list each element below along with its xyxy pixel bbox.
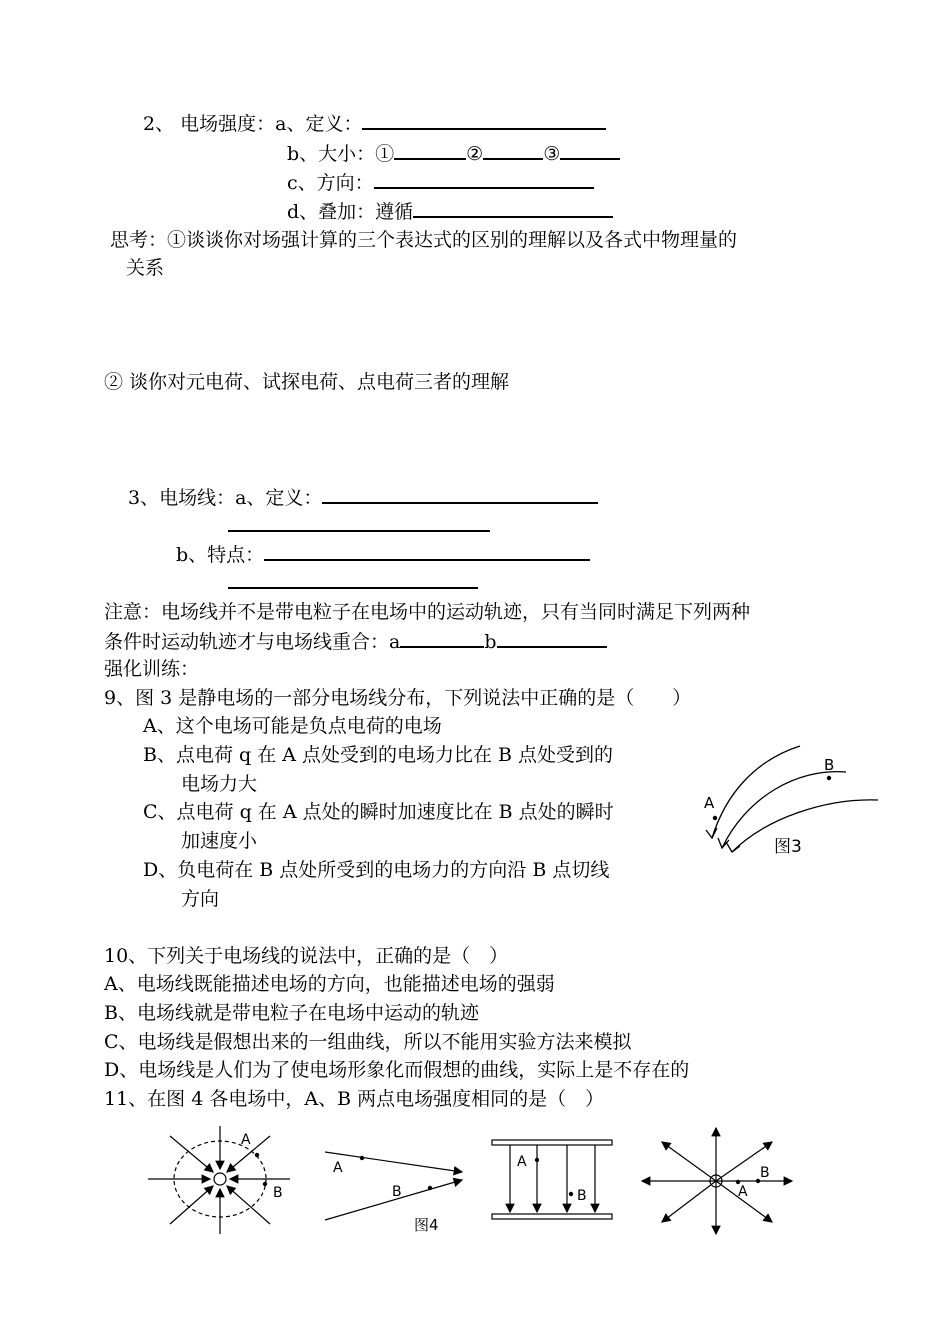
- note-line-2: [104, 628, 607, 655]
- panel-4-label-a: A: [738, 1184, 748, 1200]
- section-2-definition: [143, 110, 606, 137]
- bottom-plate: [492, 1214, 612, 1219]
- top-plate: [492, 1140, 612, 1145]
- panel-4: [642, 1128, 792, 1234]
- point-b-dot: [827, 776, 831, 780]
- panel-1-label-b: B: [273, 1185, 283, 1201]
- size-label: b、大小：①: [287, 143, 395, 165]
- field-line-1: [712, 746, 800, 838]
- features-label: b、特点：: [176, 544, 265, 566]
- note-b-label: b: [484, 631, 497, 653]
- panel-1: [148, 1126, 290, 1234]
- point-a-label: A: [704, 794, 715, 812]
- figure-3: [696, 738, 886, 860]
- direction-blank[interactable]: [374, 169, 594, 189]
- central-charge: [214, 1173, 226, 1185]
- figure-4: [140, 1122, 810, 1242]
- section-3-features: [176, 541, 590, 568]
- field-line-def-continued: [228, 512, 490, 539]
- panel-1-point-a: [255, 1153, 259, 1157]
- think-line-1: 思考：①谈谈你对场强计算的三个表达式的区别的理解以及各式中物理量的: [110, 229, 738, 251]
- field-line-def-blank[interactable]: [322, 484, 598, 504]
- panel-2-point-a: [360, 1156, 364, 1160]
- point-b-label: B: [824, 756, 835, 774]
- superpose-label: d、叠加：遵循: [287, 201, 414, 223]
- field-line-def-blank-2[interactable]: [228, 512, 490, 532]
- figure-3-label: 图3: [774, 837, 802, 857]
- q9-option-b[interactable]: B、点电荷 q 在 A 点处受到的电场力比在 B 点处受到的: [143, 744, 614, 766]
- q9-option-c-cont: 加速度小: [181, 830, 258, 852]
- q9-option-d[interactable]: D、负电荷在 B 点处所受到的电场力的方向沿 B 点切线: [143, 859, 610, 881]
- size-blank-2[interactable]: [483, 140, 543, 160]
- q9-option-b-cont: 电场力大: [181, 773, 258, 795]
- section-2-size: [287, 140, 620, 167]
- q9-option-c[interactable]: C、点电荷 q 在 A 点处的瞬时加速度比在 B 点处的瞬时: [143, 801, 614, 823]
- practice-heading: 强化训练：: [104, 658, 200, 680]
- q11-stem: 11、在图 4 各电场中，A、B 两点电场强度相同的是（ ）: [104, 1088, 605, 1110]
- direction-label: c、方向：: [287, 172, 374, 194]
- q9-stem: 9、图 3 是静电场的一部分电场线分布，下列说法中正确的是（ ）: [104, 687, 692, 709]
- features-blank-2[interactable]: [228, 569, 478, 589]
- panel-3-point-b: [569, 1192, 573, 1196]
- section-2-direction: [287, 169, 594, 196]
- panel-2-label-b: B: [392, 1184, 402, 1200]
- panel-2-label-a: A: [333, 1160, 343, 1176]
- panel-2-point-b: [428, 1186, 432, 1190]
- size-blank-1[interactable]: [394, 140, 466, 160]
- circle-2: ②: [466, 143, 484, 165]
- section-3-title: 3、电场线：a、定义：: [128, 487, 323, 509]
- section-2-superpose: [287, 198, 613, 225]
- panel-1-point-b: [263, 1182, 267, 1186]
- note-line-1: 注意：电场线并不是带电粒子在电场中的运动轨迹，只有当同时满足下列两种: [104, 601, 751, 623]
- features-blank[interactable]: [264, 541, 590, 561]
- definition-blank[interactable]: [362, 110, 606, 130]
- q10-option-d[interactable]: D、电场线是人们为了使电场形象化而假想的曲线，实际上是不存在的: [104, 1059, 690, 1081]
- panel-3-point-a: [535, 1158, 539, 1162]
- q9-option-d-cont: 方向: [181, 888, 220, 910]
- section-3-definition: [128, 484, 598, 511]
- q10-option-a[interactable]: A、电场线既能描述电场的方向，也能描述电场的强弱: [104, 973, 555, 995]
- field-line-3: [732, 800, 878, 852]
- arrowhead-3: [726, 842, 740, 852]
- features-continued: [228, 569, 478, 596]
- q10-stem: 10、下列关于电场线的说法中，正确的是（ ）: [104, 945, 509, 967]
- size-blank-3[interactable]: [560, 140, 620, 160]
- panel-1-label-a: A: [241, 1132, 251, 1148]
- circle-3: ③: [543, 143, 561, 165]
- panel-3-label-b: B: [577, 1188, 587, 1204]
- note-line-2-text: 条件时运动轨迹才与电场线重合：a: [104, 631, 401, 653]
- superpose-blank[interactable]: [413, 198, 613, 218]
- q10-option-c[interactable]: C、电场线是假想出来的一组曲线，所以不能用实验方法来模拟: [104, 1031, 632, 1053]
- section-2-title: 2、 电场强度：a、定义：: [143, 113, 363, 135]
- point-a-dot: [713, 816, 717, 820]
- note-blank-b[interactable]: [497, 628, 607, 648]
- note-blank-a[interactable]: [400, 628, 484, 648]
- think-line-2: 关系: [126, 257, 165, 279]
- think-question-2: ② 谈你对元电荷、试探电荷、点电荷三者的理解: [104, 371, 510, 393]
- q9-option-a[interactable]: A、这个电场可能是负点电荷的电场: [143, 715, 442, 737]
- panel-3-label-a: A: [517, 1154, 527, 1170]
- panel-3: [492, 1140, 612, 1219]
- q10-option-b[interactable]: B、电场线就是带电粒子在电场中运动的轨迹: [104, 1002, 479, 1024]
- figure-4-label: 图4: [414, 1216, 439, 1234]
- panel-4-label-b: B: [760, 1165, 770, 1181]
